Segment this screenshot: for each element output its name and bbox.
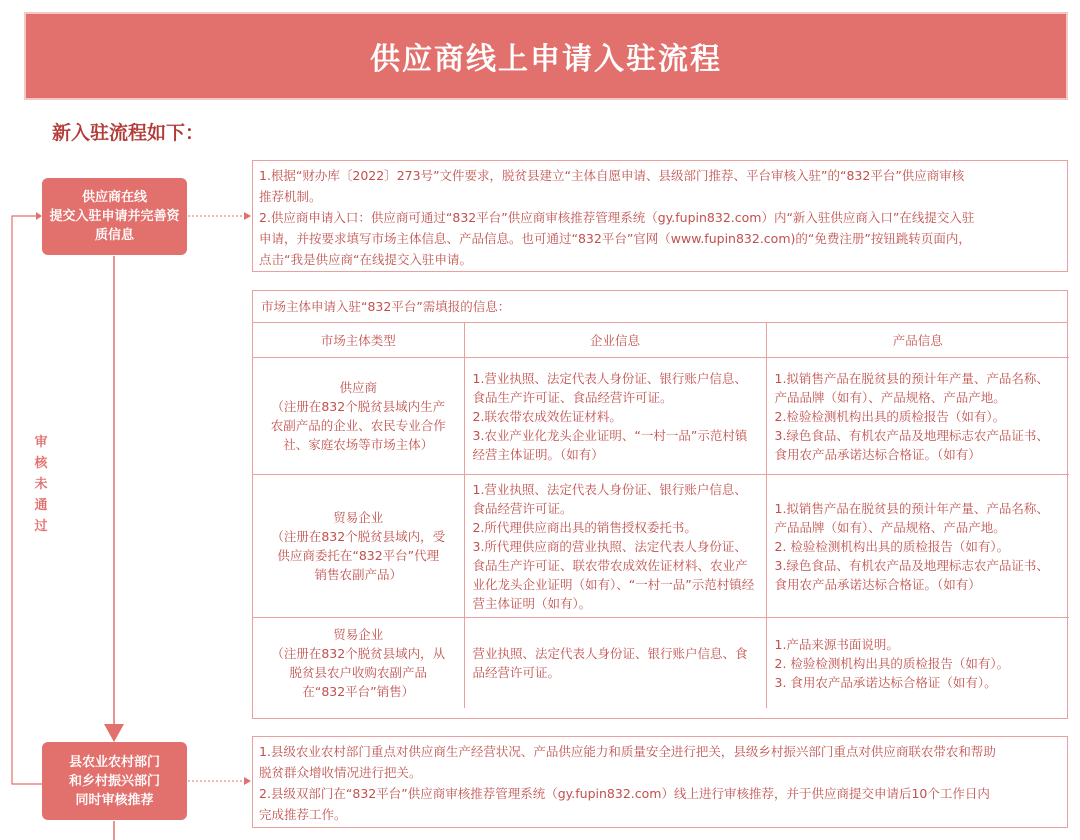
product-info-item: 2. 检验检测机构出具的质检报告（如有）。: [774, 538, 1010, 554]
header-product-info: 产品信息: [766, 323, 1069, 358]
reject-label: 审核未通过: [34, 435, 48, 534]
section-subtitle: 新入驻流程如下：: [52, 122, 205, 144]
product-info-cell: [766, 618, 1069, 709]
header-company-info: 企业信息: [464, 323, 766, 358]
product-info-item: 3.绿色食品、有机农产品及地理标志农产品证书、食用农产品承诺达标合格证。（如有）: [774, 427, 1049, 462]
review-line: 1.县级农业农村部门重点对供应商生产经营状况、产品供应能力和质量安全进行把关，县级乡村振兴部门重点对供应商联农带农和帮助: [259, 744, 996, 759]
entity-type-cell: 贸易企业 （注册在832个脱贫县域内，从 脱贫县农户收购农副产品 在“832平台”销售）: [253, 618, 464, 709]
intro-line: 推荐机制。: [259, 189, 322, 204]
product-info-item: 1.拟销售产品在脱贫县的预计年产量、产品名称、产品品牌（如有）、产品规格、产品产地。: [774, 500, 1049, 535]
table-caption: 市场主体申请入驻“832平台”需填报的信息：: [253, 291, 1067, 323]
step-submit-application: [42, 178, 187, 255]
company-info-item: 3.所代理供应商的营业执照、法定代表人身份证、食品生产许可证、联农带农成效佐证材料、农业产业化龙头企业证明（如有）、“一村一品”示范村镇经营主体证明（如有）。: [472, 538, 755, 611]
product-info-item: 2. 检验检测机构出具的质检报告（如有）。: [774, 655, 1010, 671]
dotted-arrowhead-step1: [244, 212, 251, 220]
company-info-cell: [464, 475, 766, 618]
page-title: 供应商线上申请入驻流程: [370, 42, 722, 77]
company-info-item: 1.营业执照、法定代表人身份证、银行账户信息、食品经营许可证。: [472, 481, 747, 516]
company-info-cell: [464, 358, 766, 475]
dotted-arrowhead-step2: [244, 777, 251, 785]
company-info-item: 2.所代理供应商出具的销售授权委托书。: [472, 519, 697, 535]
product-info-cell: [766, 475, 1069, 618]
intro-line: 2.供应商申请入口：供应商可通过“832平台”供应商审核推荐管理系统（gy.fupin832.com）内“新入驻供应商入口”在线提交入驻: [259, 210, 975, 225]
intro-line: 点击“我是供应商“在线提交入驻申请。: [259, 252, 472, 267]
entity-type-cell: 供应商 （注册在832个脱贫县域内生产 农副产品的企业、农民专业合作 社、家庭农场等市场主体）: [253, 358, 464, 475]
company-info-item: 3.农业产业化龙头企业证明、“一村一品”示范村镇经营主体证明。（如有）: [472, 427, 748, 462]
table-header-row: [253, 323, 1069, 358]
product-info-item: 1.产品来源书面说明。: [774, 636, 899, 652]
flow-arrowhead-down: [104, 724, 124, 742]
company-info-item: 1.营业执照、法定代表人身份证、银行账户信息、食品生产许可证、食品经营许可证。: [472, 370, 747, 405]
product-info-item: 3. 食用农产品承诺达标合格证（如有）。: [774, 674, 997, 690]
step-review-label: 县农业农村部门 和乡村振兴部门 同时审核推荐: [68, 754, 160, 808]
table-row: [253, 475, 1069, 618]
company-info-cell: [464, 618, 766, 709]
product-info-item: 1.拟销售产品在脱贫县的预计年产量、产品名称、产品品牌（如有）、产品规格、产品产地。: [774, 370, 1049, 405]
company-info-item: 2.联农带农成效佐证材料。: [472, 408, 622, 424]
requirements-table: [253, 323, 1069, 708]
intro-line: 申请，并按要求填写市场主体信息、产品信息。也可通过“832平台”官网（www.fupin832.com)的“免费注册”按钮跳转页面内，: [259, 231, 971, 246]
product-info-cell: [766, 358, 1069, 475]
intro-line: 1.根据“财办库〔2022〕273号”文件要求，脱贫县建立“主体自愿申请、县级部门推荐、平台审核入驻”的“832平台”供应商审核: [259, 168, 965, 183]
intro-text-box: [252, 160, 1068, 272]
step-submit-label: 供应商在线 提交入驻申请并完善资 质信息: [49, 190, 180, 243]
header-entity-type: 市场主体类型: [253, 323, 464, 358]
table-row: [253, 358, 1069, 475]
review-line: 2.县级双部门在“832平台”供应商审核推荐管理系统（gy.fupin832.com）线上进行审核推荐，并于供应商提交申请后10个工作日内: [259, 786, 990, 801]
step-county-review: [42, 742, 187, 820]
table-row: [253, 618, 1069, 709]
review-text-box: [252, 736, 1068, 828]
product-info-item: 3.绿色食品、有机农产品及地理标志农产品证书、食用农产品承诺达标合格证。（如有）: [774, 557, 1049, 592]
requirements-table-box: [252, 290, 1068, 719]
product-info-item: 2.检验检测机构出具的质检报告（如有）。: [774, 408, 1006, 424]
company-info-item: 营业执照、法定代表人身份证、银行账户信息、食品经营许可证。: [472, 646, 748, 680]
review-line: 脱贫群众增收情况进行把关。: [259, 765, 422, 780]
review-line: 完成推荐工作。: [259, 807, 347, 822]
entity-type-cell: 贸易企业 （注册在832个脱贫县域内，受 供应商委托在“832平台”代理 销售农副产品）: [253, 475, 464, 618]
